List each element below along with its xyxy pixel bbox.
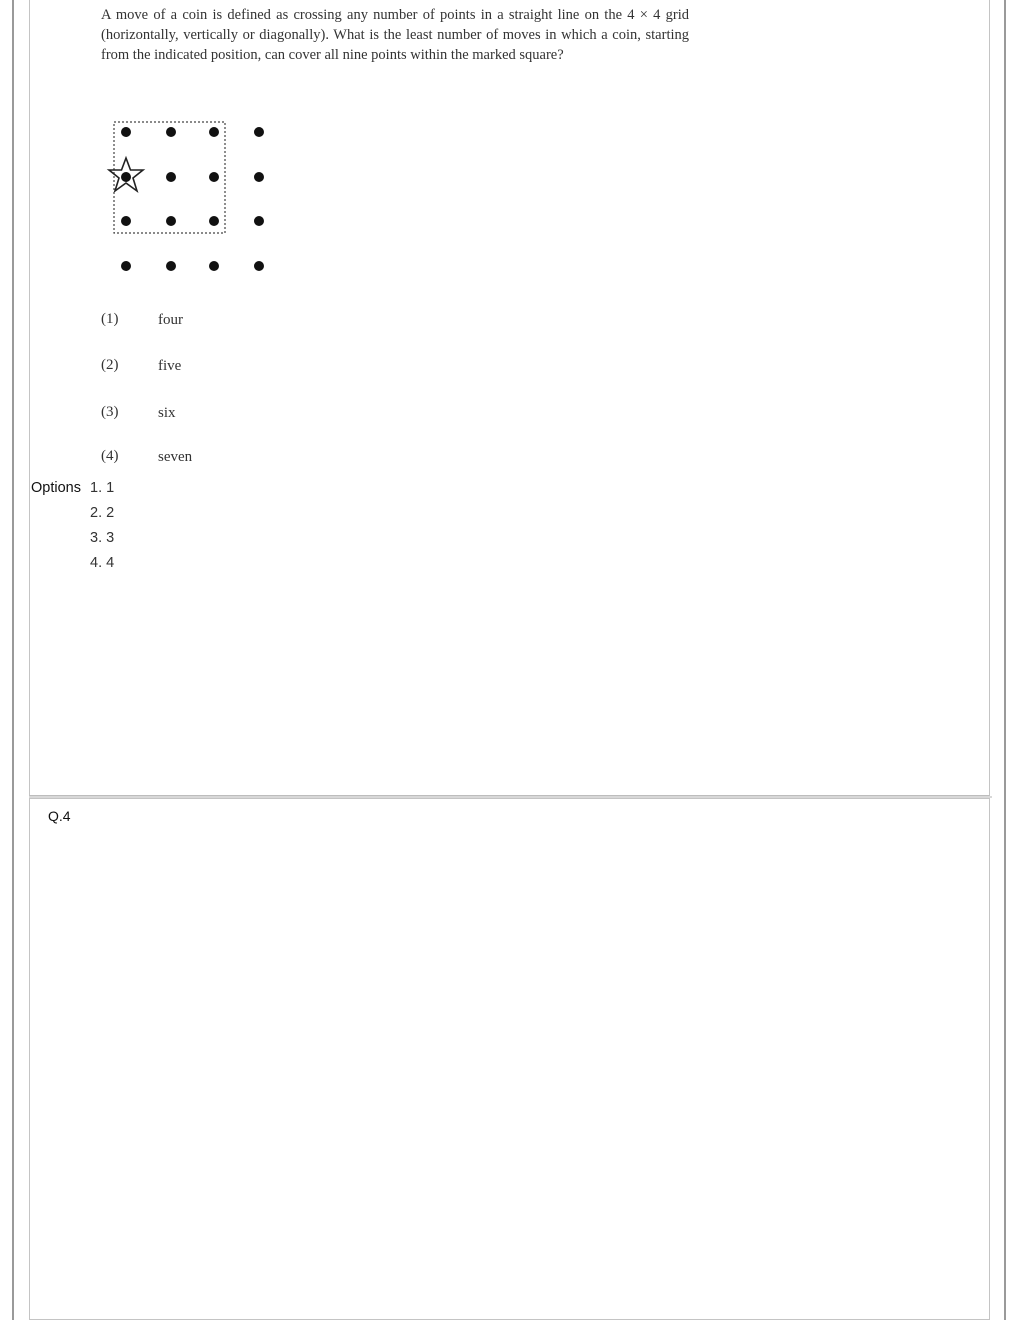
choice-number: (2) (101, 357, 119, 373)
grid-dot (166, 261, 176, 271)
grid-dot (209, 172, 219, 182)
grid-dots (121, 127, 264, 271)
grid-dot (254, 127, 264, 137)
choice-text: five (158, 358, 182, 374)
grid-dot (166, 216, 176, 226)
question-text: A move of a coin is defined as crossing any number of points in a straight line on the 4 × 4 grid (horizontally, vertically or diagonally). What is the least number of moves in which a coin, starting from the indicated position, can cover all nine points within the marked square? (101, 7, 689, 63)
option-item[interactable]: 4. 4 (90, 555, 115, 571)
choice-number: (1) (101, 311, 119, 327)
grid-dot (166, 127, 176, 137)
grid-dot (209, 261, 219, 271)
grid-dot (209, 127, 219, 137)
grid-dot (254, 172, 264, 182)
grid-dot (121, 172, 131, 182)
page-border-left (12, 0, 14, 1320)
option-item[interactable]: 2. 2 (90, 505, 115, 521)
grid-dot (166, 172, 176, 182)
options-label: Options (31, 480, 81, 496)
grid-dot (121, 127, 131, 137)
grid-dot (209, 216, 219, 226)
choice-text: seven (158, 449, 193, 465)
grid-dot (121, 261, 131, 271)
next-question-label: Q.4 (48, 808, 71, 824)
grid-dot (254, 216, 264, 226)
dot-grid-figure (100, 110, 280, 280)
option-item[interactable]: 3. 3 (90, 530, 115, 546)
option-item[interactable]: 1. 1 (90, 480, 115, 496)
choice-text: four (158, 312, 183, 328)
choice-number: (4) (101, 448, 119, 464)
grid-dot (254, 261, 264, 271)
grid-dot (121, 216, 131, 226)
next-question-panel (29, 798, 990, 1320)
choice-number: (3) (101, 404, 119, 420)
choice-text: six (158, 405, 176, 421)
page-border-right (1004, 0, 1006, 1320)
